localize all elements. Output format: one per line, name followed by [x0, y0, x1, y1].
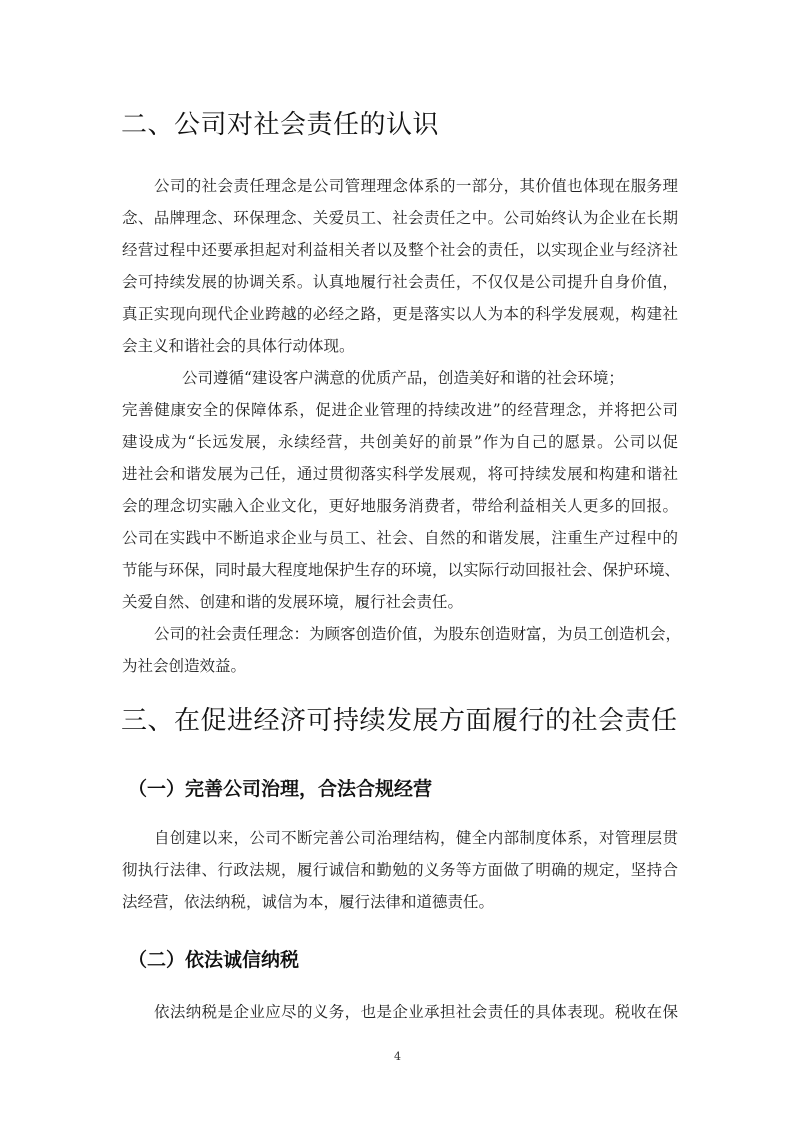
- paragraph-line: 彻执行法律、行政法规，履行诚信和勤勉的义务等方面做了明确的规定，坚持合: [122, 861, 678, 879]
- paragraph-line: 念、品牌理念、环保理念、关爱员工、社会责任之中。公司始终认为企业在长期: [122, 209, 678, 227]
- paragraph-line: 公司的社会责任理念是公司管理理念体系的一部分，其价值也体现在服务理: [154, 177, 678, 195]
- paragraph-line: 依法纳税是企业应尽的义务，也是企业承担社会责任的具体表现。税收在保: [154, 1003, 678, 1021]
- paragraph-line: 会可持续发展的协调关系。认真地履行社会责任，不仅仅是公司提升自身价值，: [122, 273, 678, 291]
- section-heading-3: 三、在促进经济可持续发展方面履行的社会责任: [121, 706, 678, 736]
- paragraph-line: 自创建以来，公司不断完善公司治理结构，健全内部制度体系，对管理层贯: [154, 829, 678, 847]
- paragraph-line: 为社会创造效益。: [122, 657, 247, 675]
- paragraph-line: 会的理念切实融入企业文化，更好地服务消费者，带给利益相关人更多的回报。: [122, 497, 678, 515]
- paragraph-line: 节能与环保，同时最大程度地保护生存的环境，以实际行动回报社会、保护环境、: [122, 561, 681, 579]
- paragraph-line: 会主义和谐社会的具体行动体现。: [122, 337, 355, 355]
- paragraph-line: 真正实现向现代企业跨越的必经之路，更是落实以人为本的科学发展观，构建社: [122, 305, 678, 323]
- subsection-heading-1: （一）完善公司治理，合法合规经营: [128, 778, 433, 800]
- paragraph-line: 公司在实践中不断追求企业与员工、社会、自然的和谐发展，注重生产过程中的: [122, 529, 678, 547]
- subsection-heading-2: （二）依法诚信纳税: [128, 949, 300, 971]
- paragraph-line: 完善健康安全的保障体系，促进企业管理的持续改进”的经营理念，并将把公司: [122, 401, 678, 419]
- paragraph-line: 经营过程中还要承担起对利益相关者以及整个社会的责任，以实现企业与经济社: [122, 241, 678, 259]
- paragraph-line: 法经营，依法纳税，诚信为本，履行法律和道德责任。: [122, 893, 495, 911]
- paragraph-line: 公司的社会责任理念：为顾客创造价值，为股东创造财富，为员工创造机会，: [154, 625, 682, 643]
- paragraph-line: 进社会和谐发展为己任，通过贯彻落实科学发展观，将可持续发展和构建和谐社: [122, 465, 678, 483]
- paragraph-line: 建设成为“长远发展，永续经营，共创美好的前景”作为自己的愿景。公司以促: [122, 433, 678, 451]
- paragraph-line: 公司遵循“建设客户满意的优质产品，创造美好和谐的社会环境；: [182, 369, 624, 387]
- page-number: 4: [394, 1050, 401, 1063]
- paragraph-line: 关爱自然、创建和谐的发展环境，履行社会责任。: [122, 593, 464, 611]
- section-heading-2: 二、公司对社会责任的认识: [121, 110, 440, 140]
